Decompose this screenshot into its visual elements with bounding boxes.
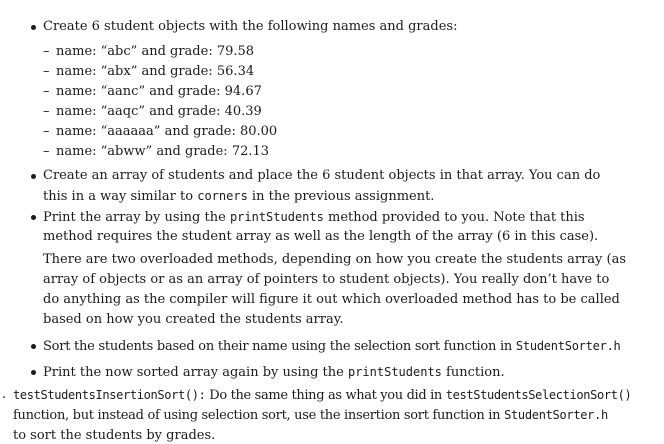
item-text: method provided to you. Note that this [323, 210, 585, 225]
item-text: Create an array of students and place the 6 student objects in that array. You can do [43, 168, 601, 183]
student-name: “aanc” [100, 84, 146, 99]
student-entry [56, 104, 262, 120]
code-selection-sort-func: testStudentsSelectionSort() [445, 388, 632, 402]
student-name: “abx” [100, 64, 138, 79]
item-text: function. [441, 365, 505, 380]
item-text: method requires the student array as well as the length of the array (6 in this case). [43, 229, 599, 244]
label: and grade: [152, 144, 232, 159]
bullet-icon [31, 25, 36, 30]
label: and grade: [145, 104, 225, 119]
item-text: Print the now sorted array again by using the [43, 365, 348, 380]
item-text: array of objects or as an array of pointers to student objects). You really don’t have to [43, 272, 610, 287]
item-print-line1 [43, 209, 585, 226]
bullet-icon [31, 344, 36, 349]
student-grade: 72.13 [231, 144, 270, 159]
list-marker: . [2, 387, 7, 402]
item-text: There are two overloaded methods, depending on how you create the students array (as [43, 252, 627, 267]
item-text: in the previous assignment. [247, 189, 435, 204]
student-entry [56, 124, 277, 140]
item-text: this in a way similar to [43, 189, 198, 204]
student-entry [56, 144, 269, 160]
dash-icon: – [43, 124, 50, 139]
student-name: “abww” [100, 144, 153, 159]
item-text: function, but instead of using selection sort, use the insertion sort function in [13, 408, 505, 423]
label: name: [56, 124, 101, 139]
label: name: [56, 44, 101, 59]
student-entry [56, 84, 262, 100]
label: and grade: [160, 124, 240, 139]
student-grade: 79.58 [216, 44, 255, 59]
label: name: [56, 104, 101, 119]
item-print-sorted [43, 364, 505, 381]
label: name: [56, 144, 101, 159]
item-create-array-line1 [43, 168, 600, 184]
dash-icon: – [43, 144, 50, 159]
code-corners: corners [197, 189, 248, 203]
dash-icon: – [43, 44, 50, 59]
label: name: [56, 84, 101, 99]
label: and grade: [137, 44, 217, 59]
student-name: “aaqc” [100, 104, 146, 119]
student-grade: 40.39 [224, 104, 262, 119]
label: and grade: [145, 84, 225, 99]
label: and grade: [137, 64, 217, 79]
item-text: Do the same thing as what you did in [205, 388, 446, 403]
code-printstudents: printStudents [347, 365, 442, 379]
item-text: do anything as the compiler will figure it out which overloaded method has to be called [43, 292, 620, 307]
section-insertion-line3 [13, 428, 215, 444]
item-create-students [43, 19, 457, 35]
item-sort [43, 338, 621, 355]
dash-icon: – [43, 64, 50, 79]
student-name: “abc” [100, 44, 138, 59]
code-printstudents: printStudents [229, 210, 324, 224]
bullet-icon [31, 174, 36, 179]
code-studentsorter: StudentSorter.h [515, 339, 621, 353]
code-insertion-sort-func: testStudentsInsertionSort(): [13, 388, 206, 402]
section-insertion-line2 [13, 407, 608, 424]
student-entry [56, 44, 254, 60]
item-text: Create 6 student objects with the following names and grades: [43, 19, 458, 34]
item-print-line4 [43, 272, 609, 288]
dash-icon: – [43, 104, 50, 119]
item-print-line2 [43, 229, 598, 245]
item-text: to sort the students by grades. [13, 428, 216, 443]
student-grade: 94.67 [224, 84, 262, 99]
item-create-array-line2 [43, 188, 434, 205]
item-print-line3 [43, 252, 626, 268]
item-text: Print the array by using the [43, 210, 230, 225]
code-studentsorter: StudentSorter.h [504, 408, 608, 422]
bullet-icon [31, 370, 36, 375]
section-insertion-line1 [13, 387, 631, 404]
student-entry [56, 64, 254, 80]
bullet-icon [31, 215, 36, 220]
dash-icon: – [43, 84, 50, 99]
item-print-line5 [43, 292, 620, 308]
item-text: Sort the students based on their name using the selection sort function in [43, 339, 516, 354]
label: name: [56, 64, 101, 79]
item-print-line6 [43, 312, 343, 328]
item-text: based on how you created the students array. [43, 312, 344, 327]
student-grade: 56.34 [216, 64, 255, 79]
student-grade: 80.00 [239, 124, 278, 139]
student-name: “aaaaaa” [100, 124, 161, 139]
